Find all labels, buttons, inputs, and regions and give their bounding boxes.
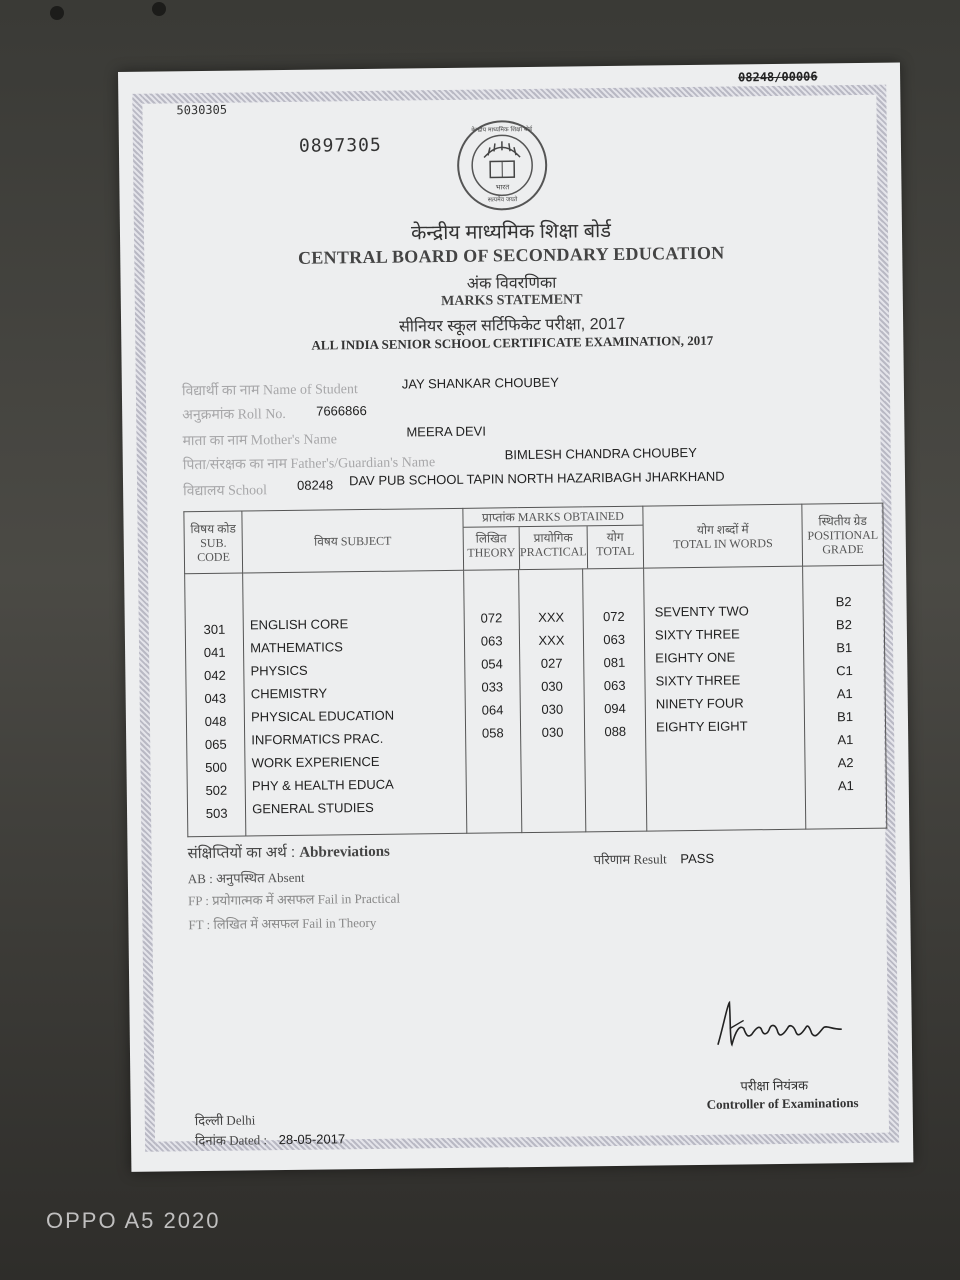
total-mark-cell: 072 [602,608,625,625]
header-theory-english: THEORY [467,545,516,560]
total-list [584,605,645,744]
header-practical-english: PRACTICAL [519,544,587,560]
column-practical [518,569,586,833]
statement-title-english: MARKS STATEMENT [441,292,583,310]
total-words-list [655,599,805,739]
grade-cell: B1 [836,640,853,656]
controller-signature [709,993,850,1055]
sub-code-cell: 065 [204,736,227,752]
sub-code-cell: 048 [204,713,227,729]
grade-cell: A1 [837,778,854,794]
total-words-cell: EIGHTY ONE [655,649,736,666]
subject-cell: INFORMATICS PRAC. [251,730,384,748]
abbreviations-heading [187,841,390,863]
roll-number-label: अनुक्रमांक Roll No. [182,406,286,424]
marks-table [183,503,887,838]
result-value: PASS [680,850,715,867]
father-name-value: BIMLESH CHANDRA CHOUBEY [504,444,697,463]
school-label: विद्यालय School [183,483,268,500]
board-name-english: CENTRAL BOARD OF SECONDARY EDUCATION [297,242,725,268]
punch-hole-left [50,6,64,20]
practical-list [519,605,584,744]
total-mark-cell: 088 [604,723,627,740]
abbreviation-absent: AB : अनुपस्थित Absent [187,869,305,887]
seal-motto-text: सत्यमेव जयते [487,196,518,204]
exam-title-english: ALL INDIA SENIOR SCHOOL CERTIFICATE EXAMINATION, 2017 [311,332,714,353]
subject-cell: CHEMISTRY [250,685,328,702]
column-theory [463,570,521,834]
practical-mark-cell: 030 [541,701,564,717]
school-code-value: 08248 [296,477,334,493]
board-name-hindi: केन्द्रीय माध्यमिक शिक्षा बोर्ड [410,219,612,245]
header-words-hindi: योग शब्दों में [696,521,749,537]
header-marks-obtained-label: प्राप्तांक MARKS OBTAINED [463,507,642,528]
controller-title-hindi: परीक्षा नियंत्रक [740,1077,809,1094]
total-words-cell: SIXTY THREE [655,672,741,689]
header-sub-code: विषय कोड SUB. CODE [184,511,243,574]
total-words-cell: SIXTY THREE [654,626,740,643]
grade-list [804,590,886,798]
practical-mark-cell: 030 [541,678,563,694]
marks-table-body-row [185,565,887,837]
abbreviation-fail-practical: FP : प्रयोगात्मक में असफल Fail in Practical [188,890,401,909]
document-code-top-right: 08248/00006 [738,69,818,85]
roll-number-value: 7666866 [316,402,367,419]
marks-table-header-row [184,503,884,574]
header-total-english: TOTAL [596,543,635,559]
theory-mark-cell: 063 [480,633,503,649]
theory-mark-cell: 072 [480,610,503,626]
header-words-english: TOTAL IN WORDS [673,535,773,551]
subject-cell: GENERAL STUDIES [252,799,374,817]
header-grade-english: POSITIONAL GRADE [807,527,879,556]
abbreviations-heading-hindi: संक्षिप्तियों का अर्थ : [187,843,296,863]
subject-cell: PHY & HEALTH EDUCA [251,776,394,794]
subject-cell: ENGLISH CORE [249,616,349,633]
serial-number: 0897305 [298,134,382,157]
issue-date-value: 28-05-2017 [278,1131,346,1148]
theory-mark-cell: 058 [481,725,504,741]
sub-code-cell: 500 [205,759,228,775]
grade-cell: A2 [837,755,854,771]
practical-mark-cell: 027 [540,655,563,671]
controller-title-english: Controller of Examinations [706,1095,859,1112]
header-theory-hindi: लिखित [475,531,507,546]
header-grade-hindi: स्थितीय ग्रेड [818,513,867,528]
total-mark-cell: 063 [603,677,626,694]
sub-code-cell: 041 [203,644,226,660]
issue-place: दिल्ली Delhi [194,1112,256,1129]
header-practical [520,526,588,569]
camera-watermark: OPPO A5 2020 [46,1208,221,1233]
school-name-value: DAV PUB SCHOOL TAPIN NORTH HAZARIBAGH JHARKHAND [348,468,725,489]
header-total [587,526,643,569]
statement-title-hindi: अंक विवरणिका [466,274,557,293]
sub-code-cell: 042 [204,667,226,683]
practical-mark-cell: 030 [541,724,564,740]
subject-cell: MATHEMATICS [250,639,344,656]
theory-list [464,606,519,745]
theory-mark-cell: 064 [481,702,504,718]
sub-code-cell: 043 [204,690,227,706]
total-words-cell: SEVENTY TWO [654,603,749,620]
theory-mark-cell: 033 [481,679,504,695]
student-name-label: विद्यार्थी का नाम Name of Student [181,382,358,400]
column-grades [803,565,887,829]
grade-cell: A1 [837,732,854,748]
grade-cell: C1 [836,663,853,679]
total-mark-cell: 094 [604,700,626,717]
subject-cell: PHYSICS [250,662,308,679]
sub-code-cell: 502 [205,782,228,798]
seal-board-text: केन्द्रीय माध्यमिक शिक्षा बोर्ड [471,125,533,134]
total-words-cell: EIGHTY EIGHT [655,718,748,735]
subject-cell: WORK EXPERIENCE [251,753,380,771]
sub-code-cell: 503 [205,805,228,821]
seal-center-text: भारत [495,183,510,192]
subject-cell: PHYSICAL EDUCATION [250,707,395,725]
abbreviation-fail-theory: FT : लिखित में असफल Fail in Theory [188,914,377,933]
mother-name-label: माता का नाम Mother's Name [182,432,337,450]
header-total-in-words [643,504,803,568]
abbreviations-heading-english: Abbreviations [299,843,390,861]
punch-hole-right [152,2,166,16]
father-name-label: पिता/संरक्षक का नाम Father's/Guardian's Name [182,455,436,474]
result-label: परिणाम Result [593,851,667,868]
column-sub-codes [185,573,246,837]
mother-name-value: MEERA DEVI [406,423,486,440]
header-subject: विषय SUBJECT [242,508,463,573]
total-mark-cell: 063 [603,631,626,648]
sub-code-list [186,618,246,826]
grade-cell: B1 [837,709,854,725]
issue-date-label: दिनांक Dated : [194,1132,268,1149]
practical-mark-cell: XXX [538,632,565,648]
exam-title-hindi: सीनियर स्कूल सर्टिफिकेट परीक्षा, 2017 [398,315,626,336]
total-words-cell: NINETY FOUR [655,695,744,712]
theory-mark-cell: 054 [481,656,503,672]
header-total-hindi: योग [606,529,624,545]
marks-statement-sheet [118,62,913,1171]
header-practical-hindi: प्रायोगिक [533,530,573,545]
result-section [594,849,715,868]
sub-code-cell: 301 [203,621,226,637]
grade-cell: B2 [835,617,852,633]
column-total-words [644,566,806,831]
issue-date-row [195,1129,345,1149]
subject-list [250,611,466,821]
column-total [583,568,647,832]
header-marks-obtained [463,506,644,570]
student-name-value: JAY SHANKAR CHOUBEY [401,374,559,392]
total-mark-cell: 081 [603,654,626,671]
cbse-seal-emblem [454,117,551,214]
grade-cell: B2 [835,594,852,610]
column-subjects [243,570,467,836]
document-code-top-left: 5030305 [176,102,228,118]
header-theory [463,527,520,570]
practical-mark-cell: XXX [538,609,565,625]
header-positional-grade [802,503,883,566]
grade-cell: A1 [836,686,853,702]
